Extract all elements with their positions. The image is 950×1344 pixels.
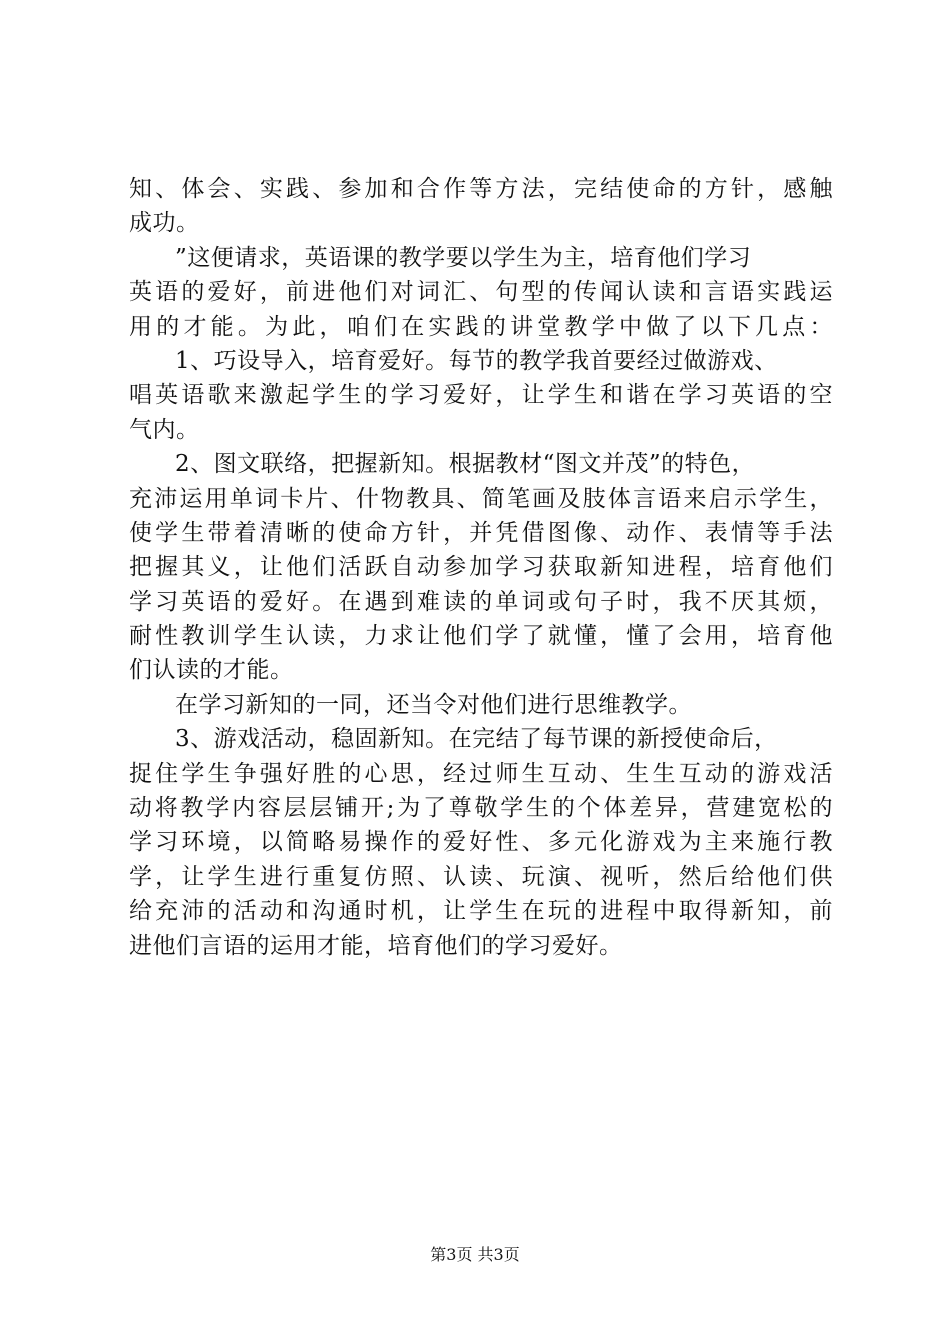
- text-line: 气内。: [129, 416, 200, 443]
- text-line: 学习环境，以简略易操作的爱好性、多元化游戏为主来施行教: [129, 829, 833, 856]
- text-line: 耐性教训学生认读，力求让他们学了就懂，懂了会用，培育他: [129, 623, 833, 650]
- text-line: 们认读的才能。: [129, 657, 294, 684]
- text-line: 2、图文联络，把握新知。根据教材“图文并茂”的特色，: [175, 451, 756, 478]
- text-line: 给充沛的活动和沟通时机，让学生在玩的进程中取得新知，前: [129, 898, 833, 925]
- text-line: 动将教学内容层层铺开;为了尊敬学生的个体差异，营建宽松的: [129, 795, 833, 822]
- text-line: 学，让学生进行重复仿照、认读、玩演、视听，然后给他们供: [129, 863, 833, 890]
- text-line: 知、体会、实践、参加和合作等方法，完结使命的方针，感触: [129, 176, 833, 202]
- text-line: 用的才能。为此，咱们在实践的讲堂教学中做了以下几点：: [129, 313, 833, 340]
- page-footer: 第3页 共3页: [430, 1245, 520, 1264]
- text-line: 把握其义，让他们活跃自动参加学习获取新知进程，培育他们: [129, 554, 833, 581]
- text-line: 使学生带着清晰的使命方针，并凭借图像、动作、表情等手法: [129, 519, 833, 546]
- text-line: 唱英语歌来激起学生的学习爱好，让学生和谐在学习英语的空: [129, 382, 833, 409]
- text-line: 3、游戏活动，稳固新知。在完结了每节课的新授使命后，: [175, 726, 778, 753]
- text-line: 成功。: [129, 210, 200, 237]
- text-line: 1、巧设导入，培育爱好。每节的教学我首要经过做游戏、: [175, 347, 778, 374]
- text-line: ”这便请求，英语课的教学要以学生为主，培育他们学习: [175, 244, 752, 271]
- text-line: 英语的爱好，前进他们对词汇、句型的传闻认读和言语实践运: [129, 279, 833, 306]
- text-line: 学习英语的爱好。在遇到难读的单词或句子时，我不厌其烦，: [129, 588, 833, 615]
- text-line: 进他们言语的运用才能，培育他们的学习爱好。: [129, 932, 623, 959]
- document-body: [129, 172, 833, 963]
- text-line: 在学习新知的一同，还当令对他们进行思维教学。: [175, 691, 692, 718]
- text-line: 捉住学生争强好胜的心思，经过师生互动、生生互动的游戏活: [129, 760, 833, 787]
- text-line: 充沛运用单词卡片、什物教具、简笔画及肢体言语来启示学生，: [129, 485, 833, 512]
